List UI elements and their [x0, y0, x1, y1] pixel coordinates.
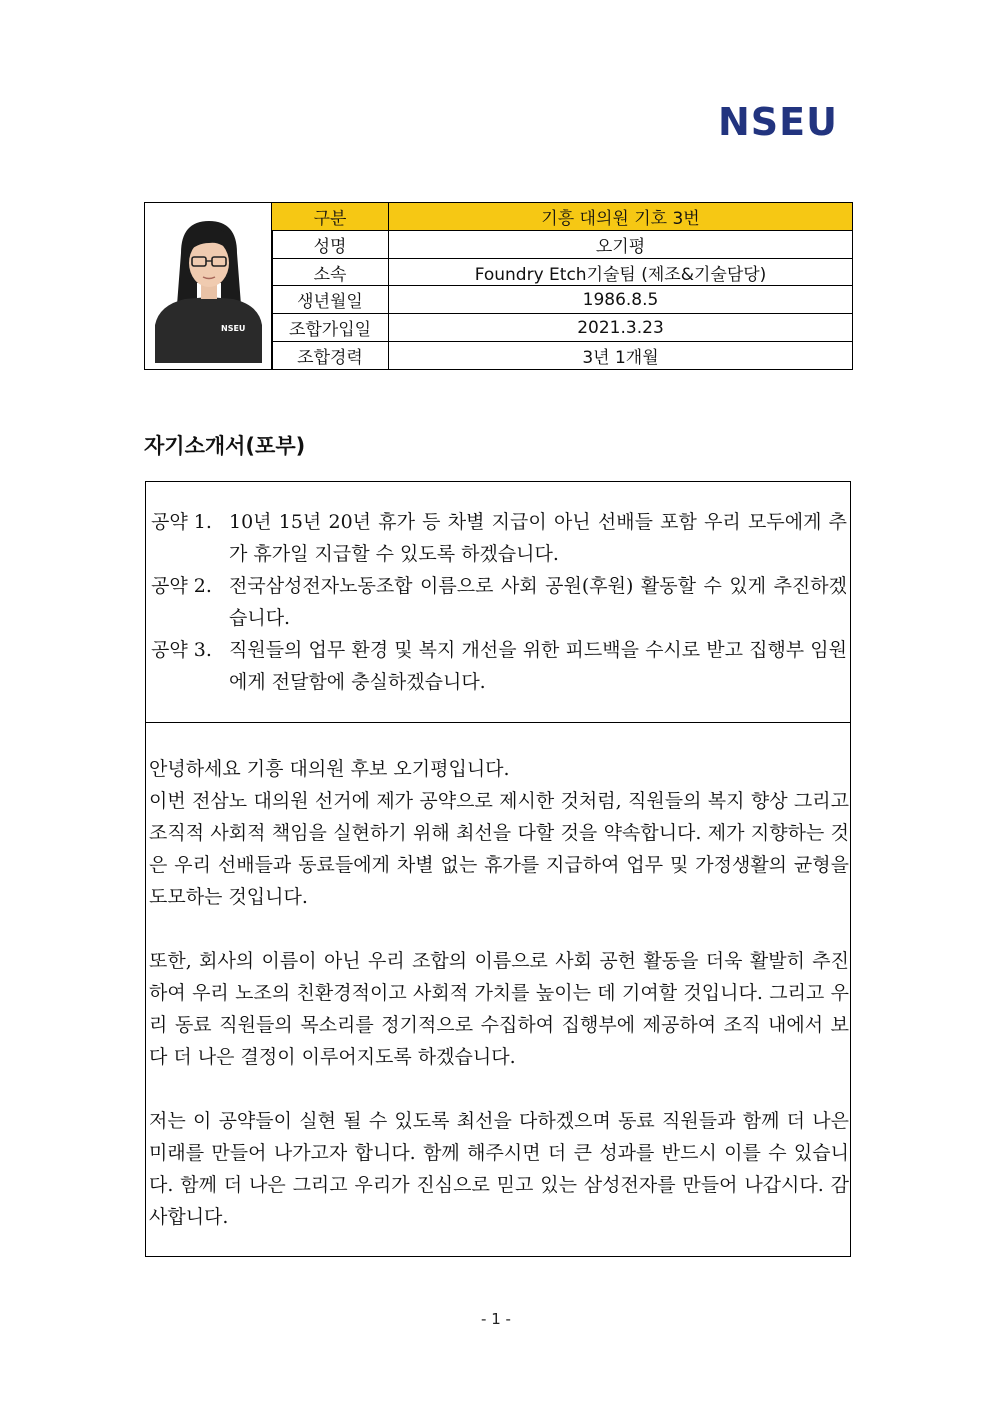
- profile-row-affiliation: [272, 258, 853, 286]
- intro-paragraph: 이번 전삼노 대의원 선거에 제가 공약으로 제시한 것처럼, 직원들의 복지 향상 그리고 조직적 사회적 책임을 실현하기 위해 최선을 다할 것을 약속합니다. 제가 지향하는 것은 우리 선배들과 동료들에게 차별 없는 휴가를 지급하여 업무 및 가정생활의 균형을 도모하는 것입니다.: [149, 790, 849, 908]
- svg-text:NSEU: NSEU: [221, 324, 246, 333]
- profile-row-birthdate: [272, 286, 853, 314]
- pledge-text: 전국삼성전자노동조합 이름으로 사회 공원(후원) 활동할 수 있게 추진하겠습니다.: [229, 575, 847, 629]
- intro-paragraph: 또한, 회사의 이름이 아닌 우리 조합의 이름으로 사회 공헌 활동을 더욱 활발히 추진하여 우리 노조의 친환경적이고 사회적 가치를 높이는 데 기여할 것입니다. 그리고 우리 동료 직원들의 목소리를 정기적으로 수집하여 집행부에 제공하여 조직 내에서 보다 더 나은 결정이 이루어지도록 하겠습니다.: [149, 950, 849, 1068]
- label-affiliation: 소속: [272, 258, 389, 286]
- pledge-text: 10년 15년 20년 휴가 등 차별 지급이 아닌 선배들 포함 우리 모두에게 추가 휴가일 지급할 수 있도록 하겠습니다.: [229, 511, 847, 565]
- profile-row-career: [272, 342, 853, 370]
- value-name: 오기평: [389, 230, 853, 258]
- value-join-date: 2021.3.23: [389, 314, 853, 342]
- candidate-portrait-icon: [151, 213, 266, 363]
- pledge-item: [151, 506, 847, 570]
- label-career: 조합경력: [272, 342, 389, 370]
- intro-greeting: 안녕하세요 기흥 대의원 후보 오기평입니다.: [149, 758, 510, 780]
- page-number: - 1 -: [481, 1310, 511, 1328]
- pledge-text: 직원들의 업무 환경 및 복지 개선을 위한 피드백을 수시로 받고 집행부 임원에게 전달함에 충실하겠습니다.: [229, 639, 847, 693]
- value-category: 기흥 대의원 기호 3번: [389, 203, 853, 231]
- value-affiliation: Foundry Etch기술팀 (제조&기술담당): [389, 258, 853, 286]
- intro-paragraph: 저는 이 공약들이 실현 될 수 있도록 최선을 다하겠으며 동료 직원들과 함께 더 나은 미래를 만들어 나가고자 합니다. 함께 해주시면 더 큰 성과를 반드시 이를 수 있습니다. 함께 더 나은 그리고 우리가 진심으로 믿고 있는 삼성전자를 만들어 나갑시다. 감사합니다.: [149, 1110, 849, 1228]
- profile-row-join-date: [272, 314, 853, 342]
- value-birthdate: 1986.8.5: [389, 286, 853, 314]
- pledge-prefix: 공약 1.: [151, 511, 212, 533]
- profile-row-category: [272, 203, 853, 231]
- pledges-box: [145, 481, 851, 723]
- nseu-logo: NSEU: [718, 100, 838, 144]
- profile-table: [271, 202, 853, 370]
- profile-card: [144, 202, 854, 370]
- profile-row-name: [272, 230, 853, 258]
- intro-box: [145, 722, 851, 1257]
- section-title: 자기소개서(포부): [144, 434, 306, 458]
- pledge-item: [151, 634, 847, 698]
- candidate-photo: [144, 202, 273, 370]
- value-career: 3년 1개월: [389, 342, 853, 370]
- pledge-prefix: 공약 2.: [151, 575, 212, 597]
- pledge-prefix: 공약 3.: [151, 639, 212, 661]
- pledge-item: [151, 570, 847, 634]
- label-name: 성명: [272, 230, 389, 258]
- label-birthdate: 생년월일: [272, 286, 389, 314]
- label-join-date: 조합가입일: [272, 314, 389, 342]
- label-category: 구분: [272, 203, 389, 231]
